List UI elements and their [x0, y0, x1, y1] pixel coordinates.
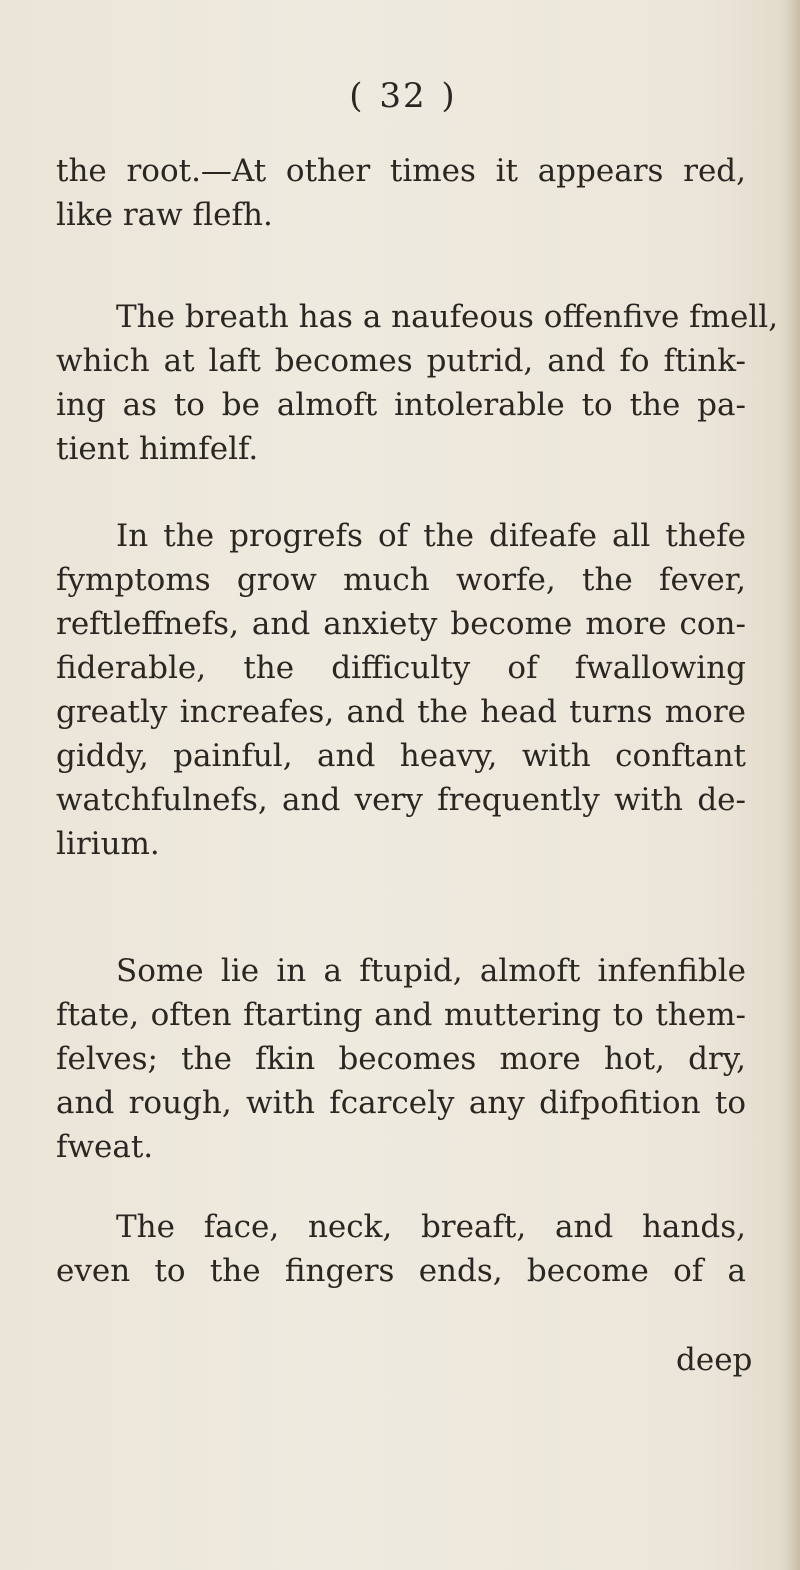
- text-line: watchfulnefs, and very frequently with de-: [56, 782, 746, 818]
- text-line: The breath has a naufeous offenfive fmell,: [116, 299, 779, 335]
- text-line: ftate, often ftarting and muttering to them-: [56, 997, 746, 1033]
- text-line: lirium.: [56, 826, 160, 862]
- text-line: giddy, painful, and heavy, with conftant: [56, 738, 746, 774]
- text-line: fweat.: [56, 1129, 154, 1165]
- text-line: greatly increafes, and the head turns more: [56, 694, 746, 730]
- text-line: Some lie in a ftupid, almoft infenfible: [116, 953, 746, 989]
- paragraph-1: [56, 149, 746, 237]
- text-line: fiderable, the difficulty of fwallowing: [56, 650, 746, 686]
- text-line: even to the fingers ends, become of a: [56, 1253, 746, 1289]
- page-number: ( 32 ): [349, 76, 457, 116]
- text-line: felves; the fkin becomes more hot, dry,: [56, 1041, 746, 1077]
- page-edge-shadow: [786, 0, 800, 1570]
- text-line: the root.—At other times it appears red,: [56, 153, 746, 189]
- text-line: fymptoms grow much worfe, the fever,: [56, 562, 746, 598]
- paragraph-2: [56, 295, 779, 471]
- text-line: like raw flefh.: [56, 197, 273, 233]
- text-line: ing as to be almoft intolerable to the pa-: [56, 387, 746, 423]
- text-line: The face, neck, breaft, and hands,: [116, 1209, 746, 1245]
- paragraph-3: [56, 514, 746, 866]
- paragraph-5: [56, 1205, 746, 1293]
- catchword: deep: [676, 1342, 753, 1378]
- text-line: tient himfelf.: [56, 431, 259, 467]
- text-line: reftleffnefs, and anxiety become more con-: [56, 606, 746, 642]
- text-line: and rough, with fcarcely any difpofition to: [56, 1085, 746, 1121]
- paragraph-4: [56, 949, 746, 1169]
- text-line: In the progrefs of the difeafe all thefe: [116, 518, 746, 554]
- text-line: which at laft becomes putrid, and fo ftink-: [56, 343, 746, 379]
